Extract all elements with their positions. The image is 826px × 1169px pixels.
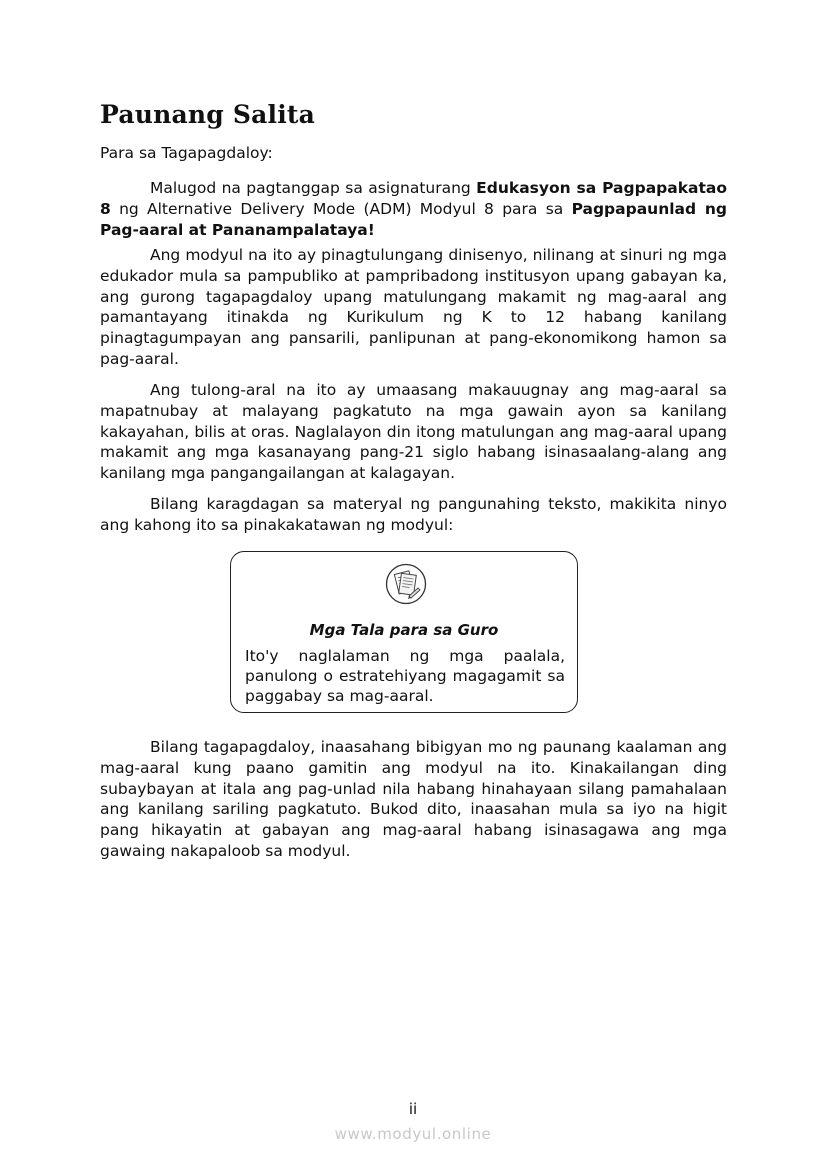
module-title: Pagpapaunlad ng Pag-aaral at Pananampalataya! [100, 199, 727, 239]
paragraph-facilitator: Bilang tagapagdaloy, inaasahang bibigyan mo ng paunang kaalaman ang mag-aaral kung paano gamitin ang modyul na ito. Kinakailangan ding subaybayan at itala ang pag-unlad nila habang hinahayaan silang pamahalaan ang kanilang sariling pagkatuto. Bukod dito, inaasahan mula sa iyo na higit pang hikayatin at gabayan ang mag-aaral habang isinasagawa ang mga gawaing nakapaloob sa modyul. [100, 738, 727, 860]
notes-icon [385, 563, 427, 605]
note-box-body: Ito'y naglalaman ng mga paalala, panulong o estratehiyang magagamit sa paggabay sa mag-aaral. [245, 647, 565, 705]
paragraph-design: Ang modyul na ito ay pinagtulungang dinisenyo, nilinang at sinuri ng mga edukador mula sa pampubliko at pampribadong institusyon upang gabayan ka, ang gurong tagapagdaloy upang matulungang makamit ng mag-aaral ang pamantayang itinakda ng Kurikulum ng K to 12 habang kanilang pinagtagumpayan ang pansarili, panlipunan at pang-ekonomikong hamon sa pag-aaral. [100, 246, 727, 368]
paragraph-welcome [100, 178, 727, 240]
teacher-notes-box [230, 551, 578, 713]
welcome-text-2: ng Alternative Delivery Mode (ADM) Modyul 8 para sa [110, 199, 572, 218]
subject-name: Edukasyon sa Pagpapakatao 8 [100, 179, 728, 218]
salutation: Para sa Tagapagdaloy: [100, 144, 273, 162]
paragraph-box-intro: Bilang karagdagan sa materyal ng pangunahing teksto, makikita ninyo ang kahong ito sa pinakakatawan ng modyul: [100, 495, 727, 534]
page-number: ii [408, 1100, 418, 1118]
page-title: Paunang Salita [100, 100, 316, 129]
paragraph-purpose: Ang tulong-aral na ito ay umaasang makauugnay ang mag-aaral sa mapatnubay at malayang pagkatuto na mga gawain ayon sa kanilang kakayahan, bilis at oras. Naglalayon din itong matulungan ang mag-aaral upang makamit ang mga kasanayang pang-21 siglo habang isinasaalang-alang ang kanilang mga pangangailangan at kalagayan. [100, 381, 727, 483]
watermark: www.modyul.online [334, 1125, 492, 1143]
note-box-title: Mga Tala para sa Guro [309, 621, 499, 639]
welcome-text-1: Malugod na pagtanggap sa asignaturang [150, 179, 477, 197]
